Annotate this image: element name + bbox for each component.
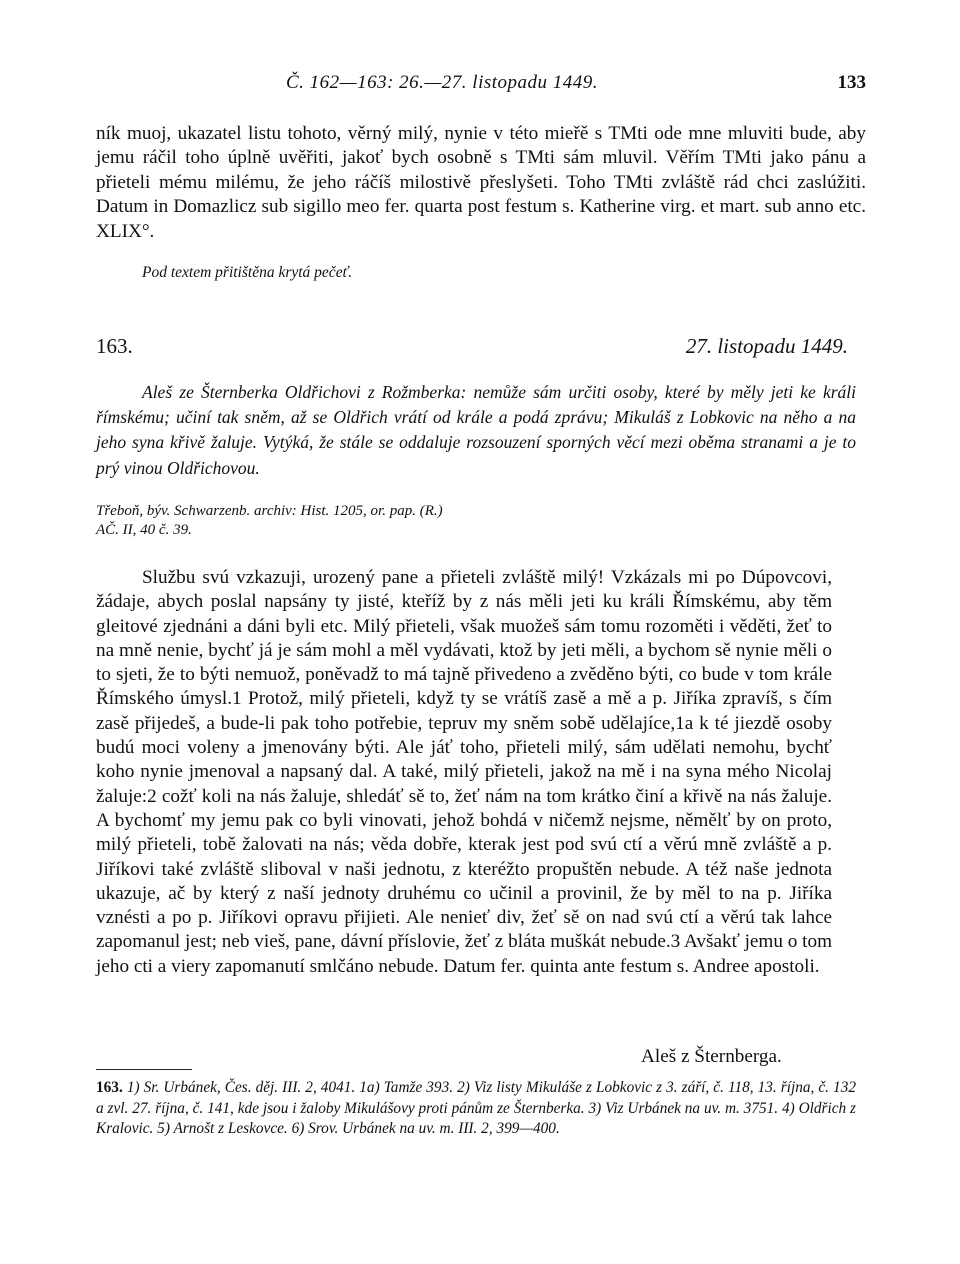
signature: Aleš z Šternberga.	[641, 1046, 782, 1067]
archive-line-1: Třeboň, býv. Schwarzenb. archiv: Hist. 1205, or. pap. (R.)	[96, 503, 443, 519]
document-date: 27. listopadu 1449.	[685, 334, 848, 358]
footnotes	[96, 1078, 856, 1140]
footnote-text: 1) Sr. Urbánek, Čes. děj. III. 2, 4041. 1a) Tamže 393. 2) Viz listy Mikuláše z Lobkovic z 3. září, č. 118, 13. října, č. 132 a zvl. 27. října, č. 141, kde jsou i žaloby Mikulášovy proti pánům ze Šternberka. 3) Viz Urbánek na uv. m. 3751. 4) Oldřich z Kralovic. 5) Arnošt z Leskovce. 6) Srov. Urbánek na uv. m. III. 2, 399—400.	[96, 1079, 856, 1138]
archive-line-2: AČ. II, 40 č. 39.	[96, 522, 192, 538]
seal-note: Pod textem přitištěna krytá pečeť.	[142, 264, 353, 281]
document-summary: Aleš ze Šternberka Oldřichovi z Rožmberka: nemůže sám určiti osoby, které by měly jeti ke králi římskému; učiní tak sněm, až se Oldřich vrátí od krále a podá zprávu; Mikuláš z Lobkovic na něho a na jeho syna křivě žaluje. Vytýká, že stále se oddaluje rozsouzení sporných věcí mezi oběma stranami a je to prý vinou Oldřichovou.	[96, 382, 856, 478]
archive-reference	[96, 502, 796, 540]
document-heading	[96, 334, 848, 359]
footnote-doc-id: 163.	[96, 1079, 123, 1096]
document-number: 163.	[96, 334, 133, 358]
letter-body: Službu svú vzkazuji, urozený pane a přieteli zvláště milý! Vzkázals mi po Dúpovcovi, žádaje, abych poslal napsány ty jisté, kteříž by z nás měli jeti ku králi Římskému, aby těm gleitové zjednáni a dáni byli etc. Milý přieteli, však muožeš sám tomu rozoměti i věděti, žeť to na mně nenie, bychť já je sám mohl a měl vydávati, ktož by jeti měli, a bychom sě nynie měli o to sjeti, že to býti nemuož, poněvadž to má tajně přivedeno a zvěděno býti, co bude v tom krále Římského úmysl.1 Protož, milý přieteli, když ty se vrátíš zasě a mě a p. Jiříka zpravíš, s čím zasě přijedeš, a bude-li pak toho potřebie, tepruv my sněm sobě udělajíce,1a k té jiezdě osoby budú moci voleny a jmenovány býti. Ale jáť toho, přieteli milý, sám udělati nemohu, bychť koho nynie jmenoval a napsaný dal. A také, milý přieteli, jakož na mě i na syna mého Nicolaj žaluje:2 cožť koli na nás žaluje, shledáť sě to, žeť nám na tom krátko činí a křivě na nás žaluje. A bychomť my jemu pak co byli vinovati, jehož bohdá v ničemž nejsme, němělť by on proto, milý přieteli, tobě žalovati na nás; věda dobře, kterak jest pod svú ctí a věrú mně zvláště a p. Jiříkovi také zvláště sliboval v naši jednotu, z kteréžto propuštěn nebude. A též naše jednota ukazuje, ač by který z naší jednoty druhému co učinil a provinil, že by měl to na p. Jiříka vznésti a po p. Jiříkovi opravu přijieti. Ale nenieť div, žeť sě on nad svú ctí a věrú tak lahce zapomanul jest; neb vieš, pane, dávní příslovie, žeť z bláta muškát nebude.3 Avšakť jemu o tom jeho cti a viery zapomanutí smlčáno nebude. Datum fer. quinta ante festum s. Andree apostoli.	[96, 567, 832, 977]
continuation-text: ník muoj, ukazatel listu tohoto, věrný milý, nynie v této mieřě s TMti ode mne mluviti bude, aby jemu ráčil toho úplně uvěřiti, jakoť bych osobně s TMti sám mluvil. Věřím TMti jako pánu a přieteli mému milému, že jeho ráčíš milostivě přeslyšeti. Toho TMti zvláště rád chci zaslúžiti. Datum in Domazlicz sub sigillo meo fer. quarta post festum s. Katherine virg. et mart. sub anno etc. XLIX°.	[96, 123, 866, 242]
previous-letter-continuation	[96, 122, 866, 244]
footnote-rule	[96, 1069, 192, 1070]
page-number: 133	[837, 72, 866, 93]
running-title: Č. 162—163: 26.—27. listopadu 1449.	[286, 72, 599, 93]
